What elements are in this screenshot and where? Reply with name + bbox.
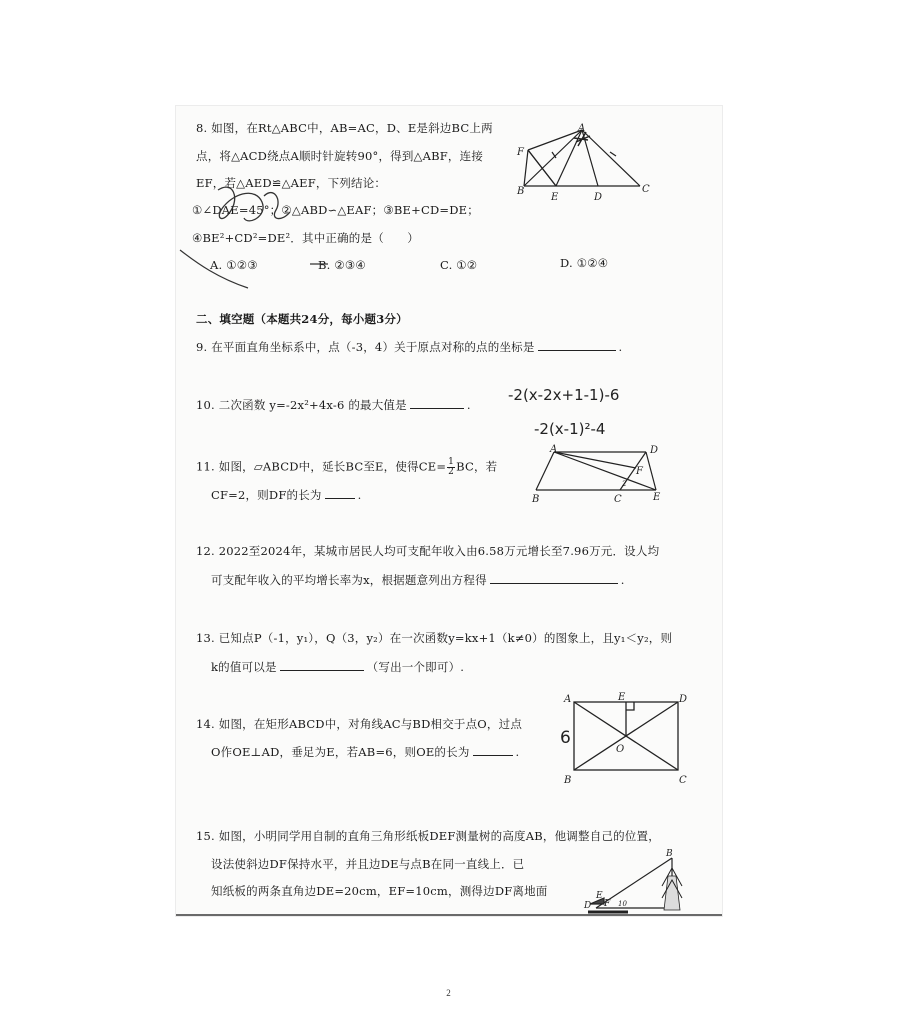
q8-line5: ④BE²+CD²=DE²．其中正确的是（ ） [192, 231, 419, 245]
q14-label-o: O [616, 744, 625, 755]
q11-line2 [211, 488, 362, 502]
q9-prompt: 9. 在平面直角坐标系中，点（-3，4）关于原点对称的点的坐标是 [196, 340, 535, 354]
q10-prompt: 10. 二次函数 y=-2x²+4x-6 的最大值是 [196, 398, 407, 412]
q14-label-b: B [564, 775, 572, 786]
q8-label-c: C [642, 184, 650, 195]
q8-label-b: B [517, 186, 525, 197]
q8-label-d: D [594, 192, 603, 203]
q8-option-b: B. ②③④ [318, 258, 366, 272]
q15-label-b: B [666, 849, 673, 859]
q8-option-c: C. ①② [440, 258, 478, 272]
q14-label-c: C [679, 775, 687, 786]
q13-line1: 13. 已知点P（-1，y₁），Q（3，y₂）在一次函数y=kx+1（k≠0）的图象上，且y₁＜y₂，则 [196, 631, 673, 645]
q15-label-f: F [604, 899, 611, 909]
q10-text [196, 398, 471, 412]
q10-handwriting-1: -2(x-2x+1-1)-6 [508, 386, 620, 404]
q11-line1-b: BC，若 [456, 459, 498, 474]
q15-line3: 知纸板的两条直角边DE=20cm，EF=10cm，测得边DF离地面 [211, 884, 548, 898]
q11-line1 [196, 458, 497, 477]
handwriting-scribble [178, 178, 338, 290]
q14-line1: 14. 如图，在矩形ABCD中，对角线AC与BD相交于点O，过点 [196, 717, 523, 731]
q13-line2-b: （写出一个即可）. [366, 660, 465, 674]
q8-line4: ①∠DAE=45°；②△ABD∽△EAF；③BE+CD=DE； [192, 203, 479, 217]
q14-label-a: A [564, 694, 572, 705]
q14-answer-blank[interactable] [473, 745, 513, 756]
q13-line2-a: k的值可以是 [211, 660, 277, 674]
q14-line2-text: O作OE⊥AD，垂足为E，若AB=6，则OE的长为 [211, 745, 470, 759]
q11-fraction [447, 458, 455, 477]
q15-label-d: D [584, 901, 592, 911]
q9-text [196, 340, 622, 354]
q15-figure [582, 846, 694, 914]
q10-handwriting-2: -2(x-1)²-4 [534, 420, 606, 438]
q14-label-d: D [679, 694, 688, 705]
q11-label-c: C [614, 494, 622, 505]
q14-end: . [515, 745, 520, 759]
q11-label-f: F [636, 466, 643, 477]
q14-handwriting-6: 6 [560, 728, 571, 748]
q15-label-10: 10 [618, 900, 627, 908]
q8-line1: 8. 如图，在Rt△ABC中，AB=AC，D、E是斜边BC上两 [196, 121, 493, 135]
q13-answer-blank[interactable] [280, 660, 364, 671]
q10-end: . [466, 398, 471, 412]
q11-frac-num: 1 [448, 457, 455, 467]
q14-line2 [211, 745, 519, 759]
q13-line2 [211, 660, 464, 674]
page-number: 2 [446, 988, 451, 998]
q11-label-b: B [532, 494, 540, 505]
q8-label-a: A [578, 123, 586, 134]
q12-line2 [211, 573, 625, 587]
q8-line3: EF，若△AED≌△AEF，下列结论： [196, 176, 387, 190]
q8-figure [516, 122, 656, 204]
q11-line1-a: 11. 如图，▱ABCD中，延长BC至E，使得CE= [196, 459, 447, 474]
q15-line2: 设法使斜边DF保持水平，并且边DE与点B在同一直线上．已 [211, 857, 525, 871]
q12-answer-blank[interactable] [490, 573, 618, 584]
q8-line2: 点，将△ACD绕点A顺时针旋转90°，得到△ABF，连接 [196, 149, 484, 163]
q8-option-a: A. ①②③ [210, 258, 258, 272]
q8-label-f: F [517, 147, 524, 158]
q11-label-e: E [653, 492, 661, 503]
q9-end: . [618, 340, 623, 354]
q14-label-e: E [618, 692, 626, 703]
q11-line2-text: CF=2，则DF的长为 [211, 488, 322, 502]
q12-line1: 12. 2022至2024年，某城市居民人均可支配年收入由6.58万元增长至7.96万元．设人均 [196, 544, 660, 558]
q11-label-2: 2 [622, 480, 627, 488]
q14-figure [558, 690, 688, 786]
q8-option-d: D. ①②④ [560, 256, 609, 270]
q12-end: . [620, 573, 625, 587]
q11-answer-blank[interactable] [325, 488, 355, 499]
q10-answer-blank[interactable] [410, 398, 464, 409]
q11-label-a: A [550, 444, 558, 455]
q8-label-e: E [551, 192, 559, 203]
q15-line1: 15. 如图，小明同学用自制的直角三角形纸板DEF测量树的高度AB，他调整自己的位置， [196, 829, 660, 843]
q11-end: . [357, 488, 362, 502]
q11-label-d: D [650, 445, 659, 456]
q9-answer-blank[interactable] [538, 340, 616, 351]
q11-frac-den: 2 [448, 467, 455, 477]
q11-figure [526, 444, 672, 506]
section2-title: 二、填空题（本题共24分，每小题3分） [196, 312, 408, 326]
q15-label-e: E [596, 891, 603, 901]
q12-line2-text: 可支配年收入的平均增长率为x，根据题意列出方程得 [211, 573, 487, 587]
